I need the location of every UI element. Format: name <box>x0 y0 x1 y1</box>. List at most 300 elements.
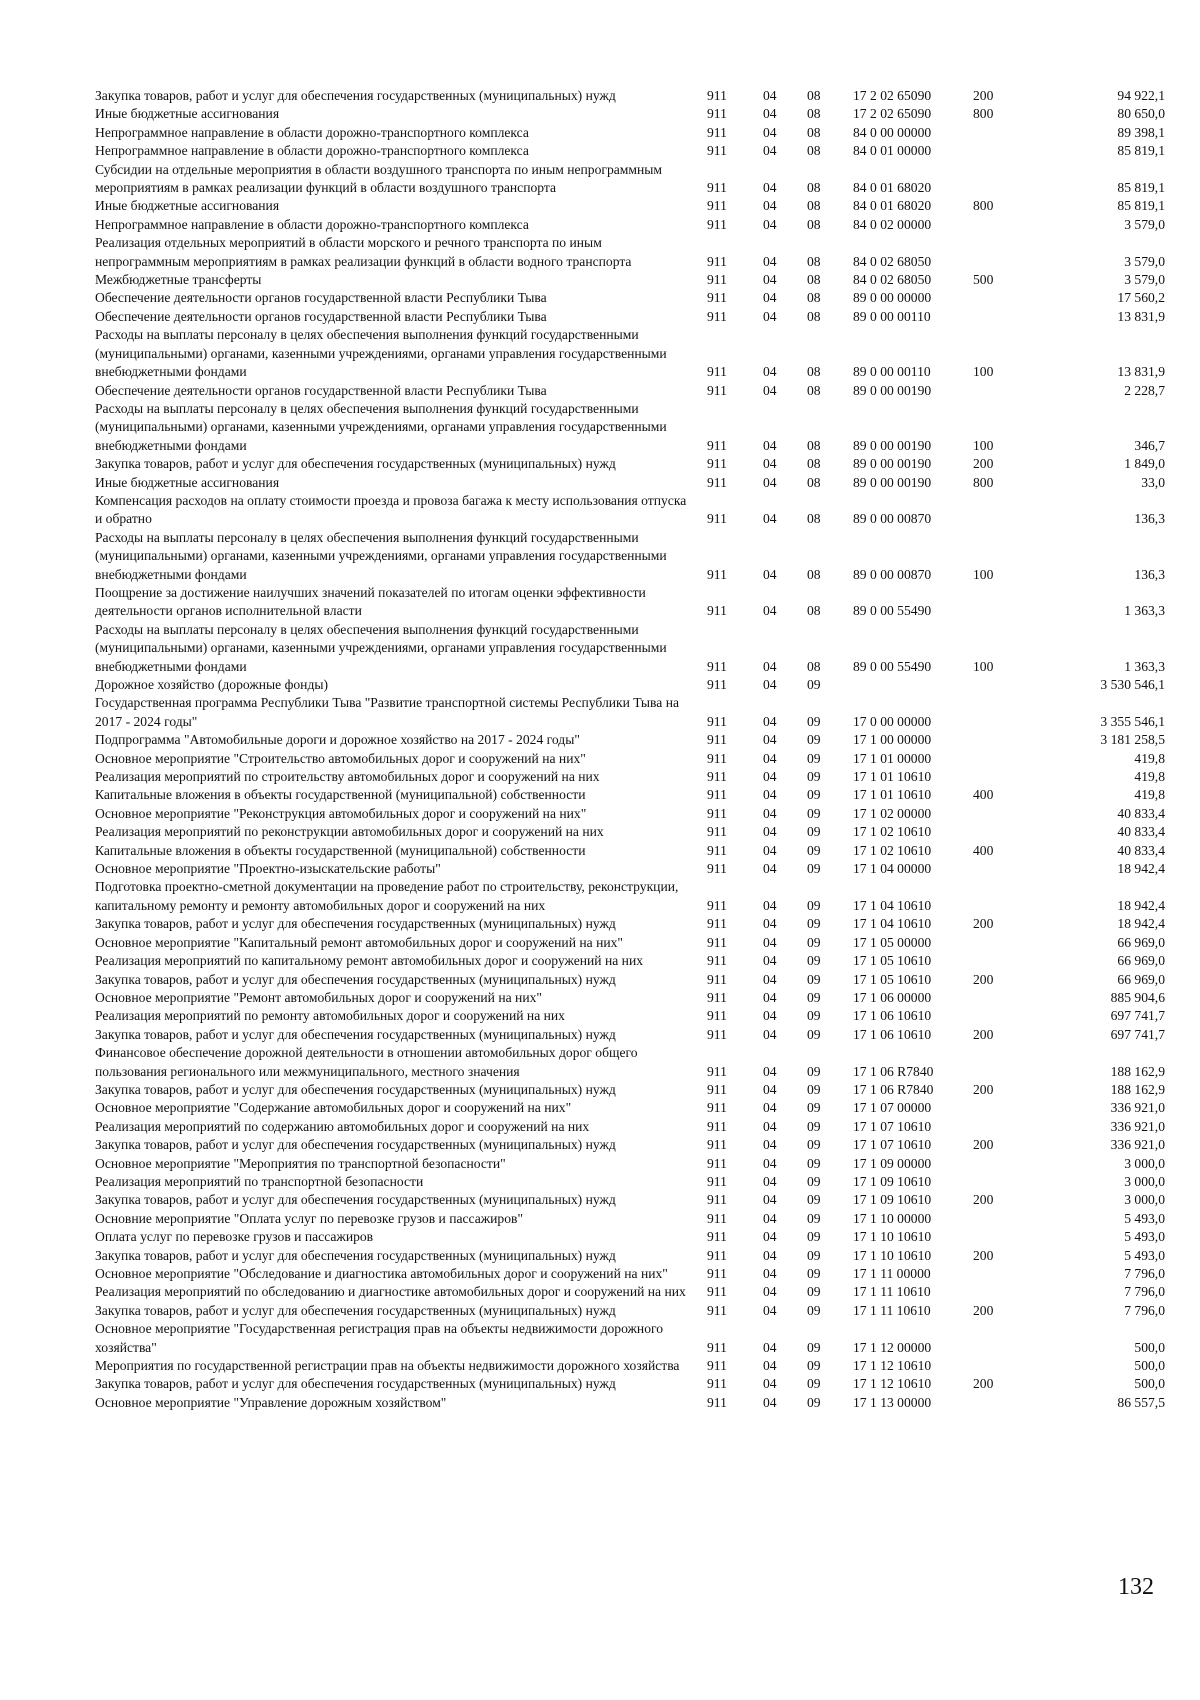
row-name: Реализация мероприятий по обследованию и диагностике автомобильных дорог и сооружений на них <box>95 1284 686 1300</box>
subsection-code: 08 <box>807 253 821 269</box>
target-article-code: 17 1 01 10610 <box>853 787 932 803</box>
row-name: Иные бюджетные ассигнования <box>95 474 280 490</box>
admin-code: 911 <box>707 474 727 490</box>
section-code: 04 <box>763 456 777 472</box>
target-article-code: 17 2 02 65090 <box>853 106 932 122</box>
target-article-code: 17 1 02 10610 <box>853 842 932 858</box>
amount: 85 819,1 <box>1117 143 1165 159</box>
row-name: Дорожное хозяйство (дорожные фонды) <box>95 677 329 692</box>
row-name: Обеспечение деятельности органов государственной власти Республики Тыва <box>95 382 547 398</box>
row-name: Закупка товаров, работ и услуг для обеспечения государственных (муниципальных) нужд <box>95 1026 616 1042</box>
subsection-code: 08 <box>807 290 821 306</box>
amount: 66 969,0 <box>1117 971 1165 987</box>
amount: 419,8 <box>1134 769 1165 785</box>
section-code: 04 <box>763 1100 777 1116</box>
subsection-code: 09 <box>807 1210 821 1226</box>
table-row <box>95 915 1165 933</box>
amount: 7 796,0 <box>1124 1284 1165 1300</box>
section-code: 04 <box>763 897 777 913</box>
subsection-code: 09 <box>807 1302 821 1318</box>
budget-table <box>95 87 1165 1412</box>
amount: 697 741,7 <box>1110 1008 1165 1024</box>
expense-type-code <box>973 676 1035 694</box>
expense-type-code <box>973 750 1035 768</box>
table-row <box>95 124 1165 142</box>
subsection-code: 09 <box>807 971 821 987</box>
table-row <box>95 1026 1165 1044</box>
row-name: Основное мероприятие "Мероприятия по транспортной безопасности" <box>95 1155 506 1171</box>
expense-type-code <box>973 823 1035 841</box>
target-article-code: 17 1 09 10610 <box>853 1192 932 1208</box>
target-article-code: 17 1 10 10610 <box>853 1229 932 1245</box>
admin-code: 911 <box>707 805 727 821</box>
section-code: 04 <box>763 1063 777 1079</box>
subsection-code: 08 <box>807 382 821 398</box>
expense-type-code <box>973 161 1035 198</box>
admin-code: 911 <box>707 769 727 785</box>
admin-code: 911 <box>707 1100 727 1116</box>
row-name: Основное мероприятие "Капитальный ремонт автомобильных дорог и сооружений на них" <box>95 934 623 950</box>
admin-code: 911 <box>707 511 727 527</box>
expense-type-code: 200 <box>973 1192 994 1208</box>
subsection-code: 09 <box>807 1192 821 1208</box>
section-code: 04 <box>763 1339 777 1355</box>
admin-code: 911 <box>707 143 727 159</box>
admin-code: 911 <box>707 897 727 913</box>
target-article-code: 89 0 00 00190 <box>853 456 932 472</box>
section-code: 04 <box>763 1026 777 1042</box>
section-code: 04 <box>763 382 777 398</box>
section-code: 04 <box>763 1192 777 1208</box>
admin-code: 911 <box>707 1118 727 1134</box>
admin-code: 911 <box>707 732 727 748</box>
expense-type-code <box>973 584 1035 621</box>
expense-type-code: 200 <box>973 1247 994 1263</box>
amount: 136,3 <box>1134 511 1165 527</box>
section-code: 04 <box>763 143 777 159</box>
admin-code: 911 <box>707 677 727 692</box>
table-row <box>95 87 1165 105</box>
row-name: Основное мероприятие "Ремонт автомобильных дорог и сооружений на них" <box>95 989 542 1005</box>
section-code: 04 <box>763 511 777 527</box>
row-name: Закупка товаров, работ и услуг для обеспечения государственных (муниципальных) нужд <box>95 1137 616 1153</box>
admin-code: 911 <box>707 971 727 987</box>
table-row <box>95 934 1165 952</box>
amount: 1 849,0 <box>1124 456 1165 472</box>
row-name: Поощрение за достижение наилучших значений показателей по итогам оценки эффективности деятельности органов исполнительной власти <box>95 584 646 619</box>
expense-type-code <box>973 1320 1035 1357</box>
expense-type-code: 800 <box>973 198 994 214</box>
table-row <box>95 1155 1165 1173</box>
admin-code: 911 <box>707 787 727 803</box>
table-row <box>95 952 1165 970</box>
amount: 3 579,0 <box>1124 253 1165 269</box>
table-row <box>95 1302 1165 1320</box>
amount: 500,0 <box>1134 1376 1165 1392</box>
row-name: Межбюджетные трансферты <box>95 272 262 288</box>
target-article-code: 89 0 00 00870 <box>853 511 932 527</box>
expense-type-code: 100 <box>973 437 994 453</box>
subsection-code: 09 <box>807 1173 821 1189</box>
expense-type-code <box>973 768 1035 786</box>
section-code: 04 <box>763 437 777 453</box>
subsection-code: 08 <box>807 308 821 324</box>
expense-type-code <box>973 234 1035 271</box>
subsection-code: 08 <box>807 456 821 472</box>
expense-type-code <box>973 731 1035 749</box>
section-code: 04 <box>763 290 777 306</box>
subsection-code: 08 <box>807 437 821 453</box>
row-name: Непрограммное направление в области дорожно-транспортного комплекса <box>95 216 529 232</box>
target-article-code: 84 0 01 68020 <box>853 198 932 214</box>
subsection-code: 09 <box>807 1376 821 1392</box>
amount: 5 493,0 <box>1124 1247 1165 1263</box>
subsection-code: 08 <box>807 180 821 196</box>
amount: 80 650,0 <box>1117 106 1165 122</box>
table-row <box>95 1210 1165 1228</box>
table-row <box>95 474 1165 492</box>
section-code: 04 <box>763 1284 777 1300</box>
table-row <box>95 1044 1165 1081</box>
admin-code: 911 <box>707 842 727 858</box>
table-row <box>95 271 1165 289</box>
row-name: Капитальные вложения в объекты государственной (муниципальной) собственности <box>95 787 586 803</box>
target-article-code: 84 0 01 00000 <box>853 143 932 159</box>
subsection-code: 08 <box>807 603 821 619</box>
expense-type-code <box>973 1155 1035 1173</box>
table-row <box>95 1247 1165 1265</box>
row-name: Закупка товаров, работ и услуг для обеспечения государственных (муниципальных) нужд <box>95 916 616 932</box>
target-article-code: 84 0 00 00000 <box>853 124 932 140</box>
admin-code: 911 <box>707 1026 727 1042</box>
table-row <box>95 842 1165 860</box>
budget-table-body <box>95 87 1165 1412</box>
target-article-code: 17 1 02 00000 <box>853 805 932 821</box>
section-code: 04 <box>763 198 777 214</box>
subsection-code: 08 <box>807 216 821 232</box>
admin-code: 911 <box>707 1376 727 1392</box>
amount: 346,7 <box>1134 437 1165 453</box>
admin-code: 911 <box>707 989 727 1005</box>
amount: 1 363,3 <box>1124 603 1165 619</box>
expense-type-code: 100 <box>973 364 994 380</box>
table-row <box>95 308 1165 326</box>
target-article-code: 89 0 00 00190 <box>853 382 932 398</box>
expense-type-code <box>973 124 1035 142</box>
admin-code: 911 <box>707 1394 727 1410</box>
expense-type-code <box>973 1044 1035 1081</box>
subsection-code: 08 <box>807 566 821 582</box>
amount: 86 557,5 <box>1117 1394 1165 1410</box>
admin-code: 911 <box>707 750 727 766</box>
target-article-code: 17 1 07 10610 <box>853 1118 932 1134</box>
amount: 3 000,0 <box>1124 1192 1165 1208</box>
table-row <box>95 455 1165 473</box>
target-article-code: 17 1 12 10610 <box>853 1376 932 1392</box>
target-article-code: 89 0 00 00190 <box>853 474 932 490</box>
expense-type-code <box>973 952 1035 970</box>
target-article-code: 84 0 02 68050 <box>853 253 932 269</box>
admin-code: 911 <box>707 308 727 324</box>
subsection-code: 09 <box>807 1081 821 1097</box>
subsection-code: 08 <box>807 364 821 380</box>
admin-code: 911 <box>707 437 727 453</box>
target-article-code: 17 1 06 R7840 <box>853 1081 934 1097</box>
expense-type-code <box>973 1283 1035 1301</box>
expense-type-code <box>973 142 1035 160</box>
amount: 697 741,7 <box>1110 1026 1165 1042</box>
expense-type-code <box>973 492 1035 529</box>
expense-type-code <box>973 382 1035 400</box>
expense-type-code: 400 <box>973 842 994 858</box>
expense-type-code: 200 <box>973 456 994 472</box>
table-row <box>95 786 1165 804</box>
row-name: Мероприятия по государственной регистрации прав на объекты недвижимости дорожного хозяйства <box>95 1358 680 1374</box>
amount: 3 000,0 <box>1124 1155 1165 1171</box>
table-row <box>95 216 1165 234</box>
amount: 5 493,0 <box>1124 1229 1165 1245</box>
subsection-code: 09 <box>807 953 821 969</box>
table-row <box>95 1228 1165 1246</box>
target-article-code: 17 1 06 R7840 <box>853 1063 934 1079</box>
target-article-code: 17 1 11 00000 <box>853 1266 931 1281</box>
section-code: 04 <box>763 603 777 619</box>
row-name: Закупка товаров, работ и услуг для обеспечения государственных (муниципальных) нужд <box>95 1081 616 1097</box>
amount: 40 833,4 <box>1117 805 1165 821</box>
admin-code: 911 <box>707 1247 727 1263</box>
section-code: 04 <box>763 971 777 987</box>
table-row <box>95 823 1165 841</box>
admin-code: 911 <box>707 1137 727 1153</box>
section-code: 04 <box>763 124 777 140</box>
expense-type-code <box>973 1099 1035 1117</box>
target-article-code: 17 1 00 00000 <box>853 732 932 748</box>
row-name: Реализация мероприятий по транспортной безопасности <box>95 1173 424 1189</box>
section-code: 04 <box>763 750 777 766</box>
table-row <box>95 1136 1165 1154</box>
amount: 18 942,4 <box>1117 916 1165 932</box>
admin-code: 911 <box>707 124 727 140</box>
admin-code: 911 <box>707 1210 727 1226</box>
expense-type-code <box>973 694 1035 731</box>
section-code: 04 <box>763 677 777 692</box>
amount: 3 579,0 <box>1124 216 1165 232</box>
expense-type-code <box>973 1228 1035 1246</box>
row-name: Финансовое обеспечение дорожной деятельности в отношении автомобильных дорог общего пользования регионального или межмуниципального, местного значения <box>95 1045 638 1079</box>
target-article-code: 89 0 00 00110 <box>853 364 931 380</box>
row-name: Основние мероприятие "Оплата услуг по перевозке грузов и пассажиров" <box>95 1210 523 1226</box>
section-code: 04 <box>763 989 777 1005</box>
row-name: Оплата услуг по перевозке грузов и пассажиров <box>95 1229 374 1245</box>
row-name: Непрограммное направление в области дорожно-транспортного комплекса <box>95 124 529 140</box>
row-name: Расходы на выплаты персоналу в целях обеспечения выполнения функций государственными (муниципальными) органами, казенными учреждениями, органами управления государственными внебюджетными фондами <box>95 400 667 453</box>
target-article-code: 89 0 00 00190 <box>853 437 932 453</box>
table-row <box>95 289 1165 307</box>
admin-code: 911 <box>707 824 727 840</box>
admin-code: 911 <box>707 953 727 969</box>
amount: 419,8 <box>1134 750 1165 766</box>
target-article-code <box>853 676 973 694</box>
section-code: 04 <box>763 1155 777 1171</box>
table-row <box>95 1099 1165 1117</box>
section-code: 04 <box>763 272 777 288</box>
expense-type-code: 200 <box>973 1376 994 1392</box>
amount: 500,0 <box>1134 1358 1165 1374</box>
target-article-code: 17 1 02 10610 <box>853 824 932 840</box>
row-name: Расходы на выплаты персоналу в целях обеспечения выполнения функций государственными (муниципальными) органами, казенными учреждениями, органами управления государственными внебюджетными фондами <box>95 621 667 674</box>
target-article-code: 17 1 05 10610 <box>853 971 932 987</box>
row-name: Закупка товаров, работ и услуг для обеспечения государственных (муниципальных) нужд <box>95 88 616 103</box>
page-number: 132 <box>1118 1574 1154 1600</box>
row-name: Иные бюджетные ассигнования <box>95 198 280 214</box>
admin-code: 911 <box>707 1063 727 1079</box>
amount: 7 796,0 <box>1124 1302 1165 1318</box>
amount: 1 363,3 <box>1124 658 1165 674</box>
admin-code: 911 <box>707 603 727 619</box>
expense-type-code: 800 <box>973 106 994 122</box>
expense-type-code: 400 <box>973 787 994 803</box>
amount: 66 969,0 <box>1117 934 1165 950</box>
section-code: 04 <box>763 1394 777 1410</box>
expense-type-code <box>973 989 1035 1007</box>
admin-code: 911 <box>707 180 727 196</box>
subsection-code: 08 <box>807 88 821 103</box>
target-article-code: 17 0 00 00000 <box>853 713 932 729</box>
expense-type-code <box>973 1394 1035 1412</box>
subsection-code: 09 <box>807 732 821 748</box>
admin-code: 911 <box>707 1155 727 1171</box>
admin-code: 911 <box>707 1081 727 1097</box>
expense-type-code: 800 <box>973 474 994 490</box>
table-row <box>95 1191 1165 1209</box>
target-article-code: 17 1 04 10610 <box>853 897 932 913</box>
row-name: Реализация мероприятий по ремонту автомобильных дорог и сооружений на них <box>95 1008 565 1024</box>
admin-code: 911 <box>707 382 727 398</box>
admin-code: 911 <box>707 1266 727 1281</box>
row-name: Основное мероприятие "Управление дорожным хозяйством" <box>95 1394 447 1410</box>
section-code: 04 <box>763 88 777 103</box>
section-code: 04 <box>763 474 777 490</box>
subsection-code: 09 <box>807 916 821 932</box>
table-row <box>95 1173 1165 1191</box>
admin-code: 911 <box>707 1229 727 1245</box>
subsection-code: 09 <box>807 1118 821 1134</box>
row-name: Непрограммное направление в области дорожно-транспортного комплекса <box>95 143 529 159</box>
amount: 3 530 546,1 <box>1100 677 1165 692</box>
section-code: 04 <box>763 1118 777 1134</box>
expense-type-code: 200 <box>973 1137 994 1153</box>
target-article-code: 17 1 13 00000 <box>853 1394 932 1410</box>
section-code: 04 <box>763 916 777 932</box>
amount: 18 942,4 <box>1117 861 1165 877</box>
row-name: Реализация мероприятий по реконструкции автомобильных дорог и сооружений на них <box>95 824 604 840</box>
row-name: Расходы на выплаты персоналу в целях обеспечения выполнения функций государственными (муниципальными) органами, казенными учреждениями, органами управления государственными внебюджетными фондами <box>95 327 667 380</box>
subsection-code: 09 <box>807 1137 821 1153</box>
target-article-code: 17 1 05 10610 <box>853 953 932 969</box>
row-name: Компенсация расходов на оплату стоимости проезда и провоза багажа к месту использования отпуска и обратно <box>95 492 687 527</box>
section-code: 04 <box>763 787 777 803</box>
amount: 188 162,9 <box>1110 1063 1165 1079</box>
table-row <box>95 1357 1165 1375</box>
admin-code: 911 <box>707 106 727 122</box>
target-article-code: 17 1 10 00000 <box>853 1210 932 1226</box>
section-code: 04 <box>763 308 777 324</box>
table-row <box>95 860 1165 878</box>
table-row <box>95 584 1165 621</box>
subsection-code: 09 <box>807 1394 821 1410</box>
section-code: 04 <box>763 842 777 858</box>
section-code: 04 <box>763 216 777 232</box>
admin-code: 911 <box>707 658 727 674</box>
subsection-code: 09 <box>807 897 821 913</box>
row-name: Иные бюджетные ассигнования <box>95 106 280 122</box>
subsection-code: 09 <box>807 1008 821 1024</box>
subsection-code: 08 <box>807 124 821 140</box>
admin-code: 911 <box>707 456 727 472</box>
target-article-code: 17 1 06 10610 <box>853 1008 932 1024</box>
target-article-code: 89 0 00 55490 <box>853 658 932 674</box>
section-code: 04 <box>763 106 777 122</box>
expense-type-code <box>973 1210 1035 1228</box>
amount: 94 922,1 <box>1117 88 1165 103</box>
target-article-code: 84 0 01 68020 <box>853 180 932 196</box>
section-code: 04 <box>763 658 777 674</box>
target-article-code: 17 1 07 00000 <box>853 1100 932 1116</box>
table-row <box>95 805 1165 823</box>
target-article-code: 17 1 01 00000 <box>853 750 932 766</box>
admin-code: 911 <box>707 272 727 288</box>
expense-type-code <box>973 860 1035 878</box>
amount: 3 355 546,1 <box>1100 713 1165 729</box>
section-code: 04 <box>763 1137 777 1153</box>
target-article-code: 17 1 10 10610 <box>853 1247 932 1263</box>
section-code: 04 <box>763 180 777 196</box>
admin-code: 911 <box>707 566 727 582</box>
table-row <box>95 326 1165 381</box>
subsection-code: 09 <box>807 713 821 729</box>
section-code: 04 <box>763 1008 777 1024</box>
row-name: Обеспечение деятельности органов государственной власти Республики Тыва <box>95 290 547 306</box>
admin-code: 911 <box>707 934 727 950</box>
amount: 3 000,0 <box>1124 1173 1165 1189</box>
subsection-code: 08 <box>807 106 821 122</box>
subsection-code: 09 <box>807 934 821 950</box>
expense-type-code <box>973 878 1035 915</box>
section-code: 04 <box>763 732 777 748</box>
section-code: 04 <box>763 1302 777 1318</box>
expense-type-code: 100 <box>973 566 994 582</box>
table-row <box>95 1265 1165 1283</box>
row-name: Подготовка проектно-сметной документации на проведение работ по строительству, реконструкции, капитальному ремонту и ремонту автомобильных дорог и сооружений на них <box>95 879 679 913</box>
section-code: 04 <box>763 805 777 821</box>
amount: 7 796,0 <box>1124 1266 1165 1281</box>
target-article-code: 17 1 12 00000 <box>853 1339 932 1355</box>
row-name: Основное мероприятие "Проектно-изыскательские работы" <box>95 861 441 877</box>
section-code: 04 <box>763 364 777 380</box>
expense-type-code <box>973 1265 1035 1283</box>
amount: 336 921,0 <box>1110 1137 1165 1153</box>
section-code: 04 <box>763 253 777 269</box>
target-article-code: 89 0 00 55490 <box>853 603 932 619</box>
subsection-code: 09 <box>807 1358 821 1374</box>
subsection-code: 09 <box>807 1026 821 1042</box>
subsection-code: 08 <box>807 474 821 490</box>
expense-type-code <box>973 805 1035 823</box>
admin-code: 911 <box>707 198 727 214</box>
table-row <box>95 878 1165 915</box>
amount: 885 904,6 <box>1110 989 1165 1005</box>
subsection-code: 09 <box>807 1284 821 1300</box>
